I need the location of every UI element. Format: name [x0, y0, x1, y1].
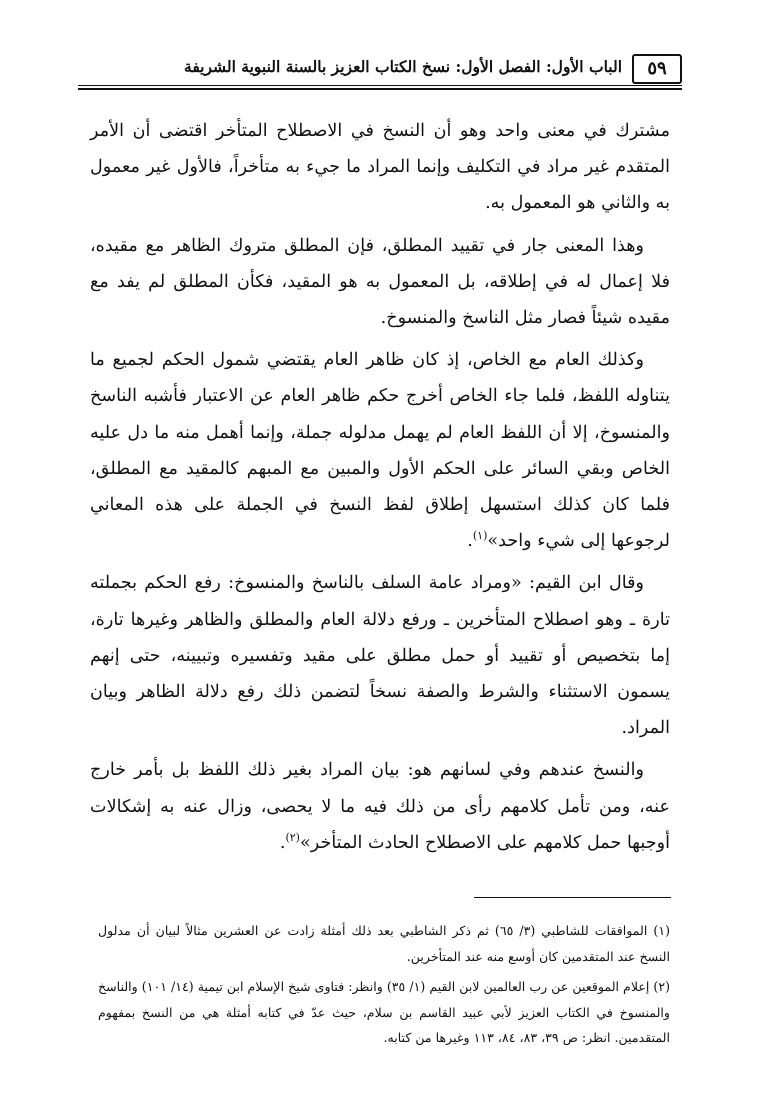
main-text — [90, 113, 670, 867]
paragraph: وكذلك العام مع الخاص، إذ كان ظاهر العام يقتضي شمول الحكم لجميع ما يتناوله اللفظ، فلما جاء الخاص أخرج حكم ظاهر العام عن الاعتبار فأشبه الناسخ والمنسوخ، إلا أن اللفظ العام لم يهمل مدلوله جملة، وإنما أهمل منه ما دل عليه الخاص وبقي السائر على الحكم الأول والمبين مع المبهم كالمقيد مع المطلق، فلما كان كذلك استسهل إطلاق لفظ النسخ في الجملة على هذه المعاني لرجوعها إلى شيء واحد»$^{(١)}$. — [90, 350, 670, 552]
footnote-ref[interactable]: (١) — [472, 529, 488, 543]
header-rule — [78, 85, 682, 86]
footnote-ref[interactable]: (٢) — [285, 831, 300, 844]
footnote: (٢) إعلام الموقعين عن رب العالمين لابن القيم (١/ ٣٥) وانظر: فتاوى شيخ الإسلام ابن تيمية (١٤/ ١٠١) والناسخ والمنسوخ في الكتاب العزيز لأبي عبيد القاسم بن سلام، حيث عدّ في كتابه أمثلة هي من النسخ بمفهوم المتقدمين. انظر: ص ٣٩، ٨٣، ٨٤، ١١٣ وغيرها من كتابه. — [98, 979, 671, 1045]
page-number: ٥٩ — [632, 54, 682, 84]
running-header — [78, 52, 682, 88]
paragraph: مشترك في معنى واحد وهو أن النسخ في الاصطلاح المتأخر اقتضى أن الأمر المتقدم غير مراد في التكليف وإنما المراد ما جيء به متأخراً، فالأول غير معمول به والثاني هو المعمول به. — [90, 121, 670, 214]
footnote: (١) الموافقات للشاطبي (٣/ ٦٥) ثم ذكر الشاطبي بعد ذلك أمثلة زادت عن العشرين مثالاً لبيان أن مدلول النسخ عند المتقدمين كان أوسع منه عند المتأخرين. — [98, 923, 670, 964]
chapter-title: الباب الأول: الفصل الأول: نسخ الكتاب العزيز بالسنة النبوية الشريفة — [184, 57, 622, 76]
paragraph: وقال ابن القيم: «ومراد عامة السلف بالناسخ والمنسوخ: رفع الحكم بجملته تارة ـ وهو اصطلاح المتأخرين ـ ورفع دلالة العام والمطلق والظاهر وغيرها تارة، إما بتخصيص أو تقييد أو حمل مطلق على مقيد وتفسيره وتبيينه، حتى إنهم يسمون الاستثناء والشرط والصفة نسخاً لتضمن ذلك رفع دلالة الظاهر وبيان المراد. — [90, 573, 670, 739]
header-rule-thick — [78, 88, 682, 90]
footnotes — [98, 918, 670, 1056]
paragraph: والنسخ عندهم وفي لسانهم هو: بيان المراد بغير ذلك اللفظ بل بأمر خارج عنه، ومن تأمل كلامهم رأى من ذلك فيه ما لا يحصى، وزال عنه به إشكالات أوجبها حمل كلامهم على الاصطلاح الحادث المتأخر»$^{(٢)}$. — [90, 760, 670, 853]
paragraph: وهذا المعنى جار في تقييد المطلق، فإن المطلق متروك الظاهر مع مقيده، فلا إعمال له في إطلاقه، بل المعمول به هو المقيد، فكأن المطلق لم يفد مع مقيده شيئاً فصار مثل الناسخ والمنسوخ. — [90, 235, 670, 329]
footnote-separator — [474, 897, 671, 898]
